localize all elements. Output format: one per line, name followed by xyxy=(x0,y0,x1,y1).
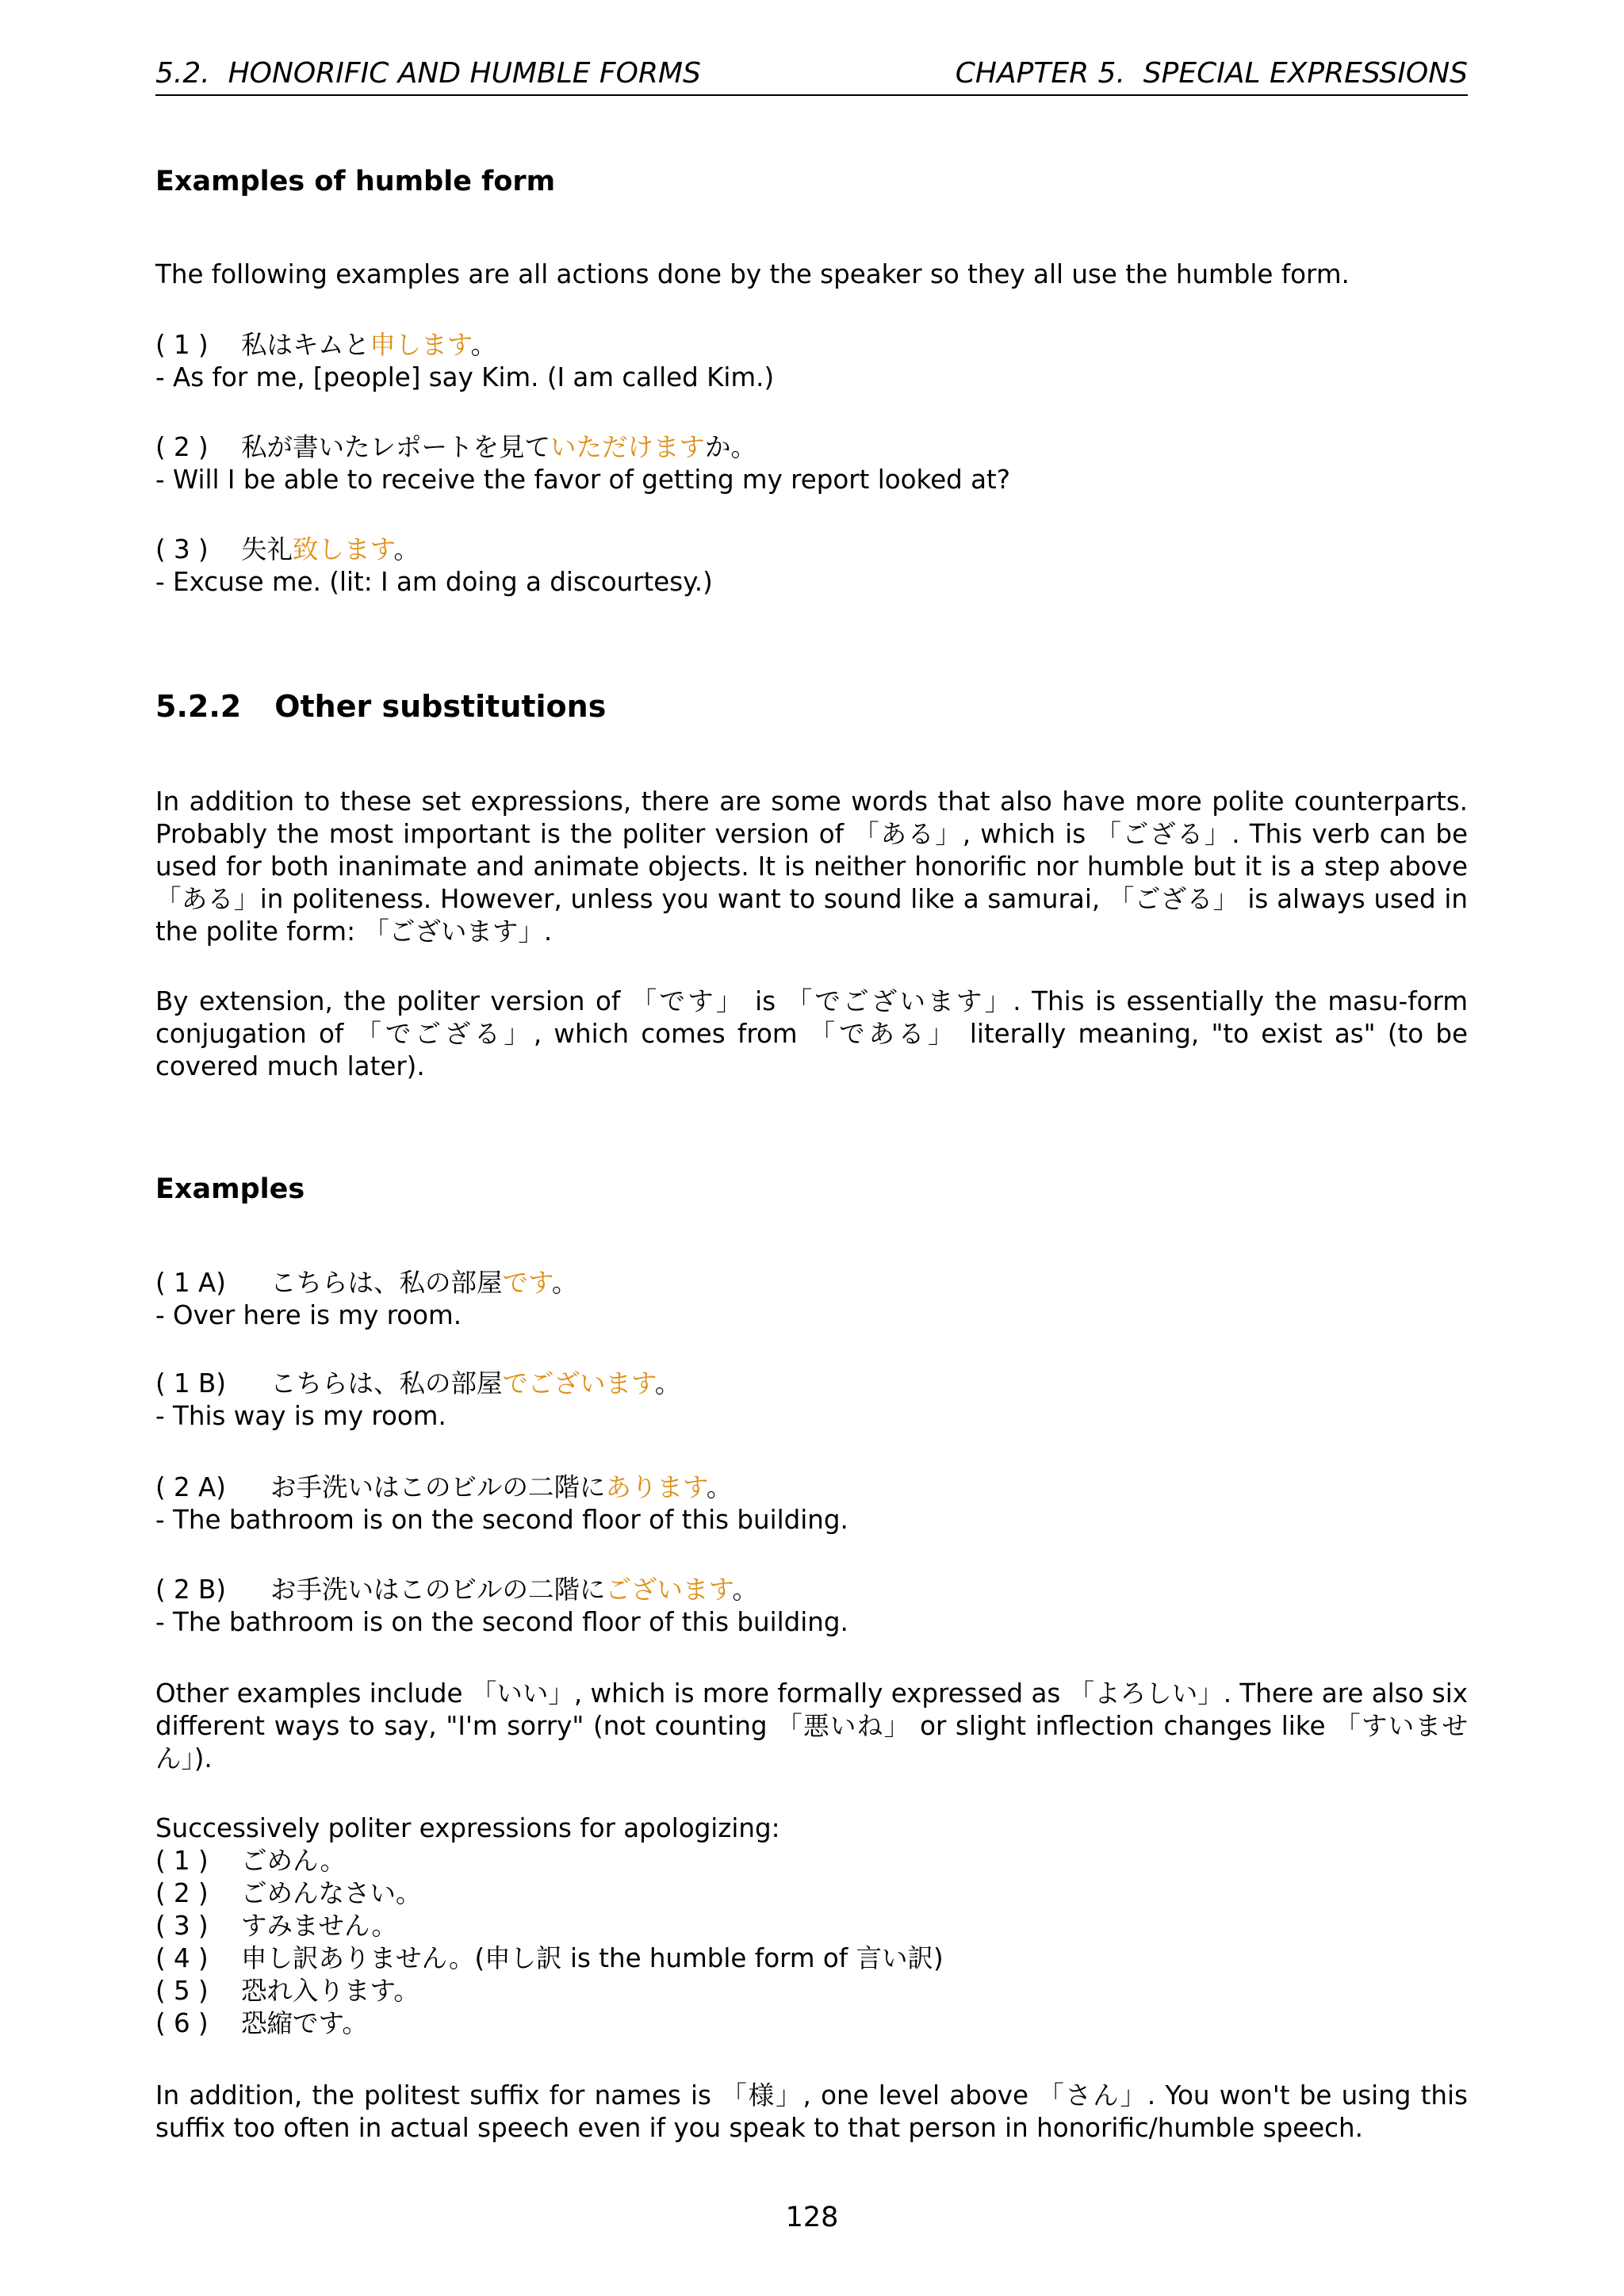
header-section-title: 5.2. HONORIFIC AND HUMBLE FORMS xyxy=(155,57,701,90)
japanese-lead: こちらは、私の部屋 xyxy=(270,1368,503,1399)
list-item-text: すみません。 xyxy=(241,1911,397,1941)
example-number: ( 2 A) xyxy=(155,1472,226,1502)
apology-list xyxy=(155,1812,1468,2040)
example-1b xyxy=(155,1368,1468,1433)
japanese-lead: こちらは、私の部屋 xyxy=(270,1268,503,1298)
list-item-number: ( 4 ) xyxy=(155,1943,209,1973)
section-heading xyxy=(155,687,1468,726)
english-translation: - As for me, [people] say Kim. (I am called Kim.) xyxy=(155,362,775,392)
humble-example-3 xyxy=(155,534,1468,599)
humble-example-1 xyxy=(155,329,1468,394)
header-rule xyxy=(155,94,1468,96)
list-item-number: ( 2 ) xyxy=(155,1878,209,1908)
japanese-lead: 私はキムと xyxy=(241,330,370,360)
highlighted-phrase: ございます xyxy=(605,1575,733,1605)
example-japanese-line xyxy=(155,329,1468,362)
list-item-number: ( 3 ) xyxy=(155,1911,209,1941)
example-japanese-line xyxy=(155,431,1468,464)
body-paragraph: In addition to these set expressions, there are some words that also have more polite counterparts. Probably the most important is the politer version of 「ある」, which is 「ござる」. This verb can be used for both inanimate and animate objects. It is neither honorific nor humble but it is a step above「ある」in politeness. However, unless you want to sound like a samurai, 「ござる」 is always used in the polite form: 「ございます」. xyxy=(155,786,1468,947)
list-item xyxy=(155,2007,1468,2040)
english-translation: - The bathroom is on the second floor of this building. xyxy=(155,1505,848,1535)
highlighted-phrase: いただけます xyxy=(550,432,706,462)
japanese-tail: 。 xyxy=(470,330,497,360)
example-number: ( 2 ) xyxy=(155,432,209,462)
english-translation: - The bathroom is on the second floor of this building. xyxy=(155,1607,848,1637)
highlighted-phrase: あります xyxy=(605,1472,707,1502)
example-japanese-line xyxy=(155,1471,1468,1504)
example-number: ( 3 ) xyxy=(155,534,209,564)
highlighted-phrase: でございます xyxy=(502,1368,655,1399)
japanese-tail: 。 xyxy=(551,1268,578,1298)
list-item-number: ( 5 ) xyxy=(155,1976,209,2006)
list-item xyxy=(155,1975,1468,2007)
list-item-text: 申し訳ありません。(申し訳 is the humble form of 言い訳) xyxy=(241,1943,944,1973)
example-japanese-line xyxy=(155,1267,1468,1299)
japanese-lead: 失礼 xyxy=(241,534,293,564)
examples-heading: Examples xyxy=(155,1173,305,1205)
list-item-number: ( 1 ) xyxy=(155,1846,209,1876)
japanese-tail: 。 xyxy=(706,1472,733,1502)
english-translation: - Excuse me. (lit: I am doing a discourtesy.) xyxy=(155,567,713,597)
body-paragraph: Other examples include 「いい」, which is more formally expressed as 「よろしい」. There are also six different ways to say, "I'm sorry" (not counting 「悪いね」 or slight inflection changes like 「すいません」). xyxy=(155,1678,1468,1774)
example-japanese-line xyxy=(155,534,1468,566)
list-item xyxy=(155,1910,1468,1942)
list-item-text: ごめん。 xyxy=(241,1846,346,1876)
humble-examples-heading: Examples of humble form xyxy=(155,166,556,197)
english-translation: - This way is my room. xyxy=(155,1401,446,1431)
japanese-tail: か。 xyxy=(705,432,757,462)
example-number: ( 2 B) xyxy=(155,1575,226,1605)
highlighted-phrase: 申します xyxy=(370,330,471,360)
japanese-lead: お手洗いはこのビルの二階に xyxy=(270,1472,606,1502)
highlighted-phrase: です xyxy=(502,1268,552,1298)
example-2a xyxy=(155,1471,1468,1536)
example-1a xyxy=(155,1267,1468,1332)
japanese-tail: 。 xyxy=(732,1575,758,1605)
apology-list-intro: Successively politer expressions for apologizing: xyxy=(155,1813,780,1843)
japanese-lead: お手洗いはこのビルの二階に xyxy=(270,1575,606,1605)
body-paragraph: In addition, the politest suffix for names is 「様」, one level above 「さん」. You won't be using this suffix too often in actual speech even if you speak to that person in honorific/humble speech. xyxy=(155,2080,1468,2143)
example-number: ( 1 ) xyxy=(155,330,209,360)
list-item xyxy=(155,1877,1468,1910)
section-number: 5.2.2 xyxy=(155,689,242,724)
section-title: Other substitutions xyxy=(274,689,607,724)
humble-examples-intro: The following examples are all actions done by the speaker so they all use the humble form. xyxy=(155,259,1350,289)
example-japanese-line xyxy=(155,1574,1468,1606)
list-item xyxy=(155,1845,1468,1877)
list-item-text: ごめんなさい。 xyxy=(241,1878,422,1908)
list-item-text: 恐れ入ります。 xyxy=(241,1976,419,2006)
body-paragraph: By extension, the politer version of 「です」 is 「でございます」. This is essentially the masu-form conjugation of 「でござる」, which comes from 「である」 literally meaning, "to exist as" (to be covered much later). xyxy=(155,986,1468,1081)
header-chapter-title: CHAPTER 5. SPECIAL EXPRESSIONS xyxy=(955,57,1468,90)
japanese-tail: 。 xyxy=(393,534,419,564)
example-number: ( 1 A) xyxy=(155,1268,226,1298)
list-item-text: 恐縮です。 xyxy=(241,2008,368,2038)
japanese-tail: 。 xyxy=(654,1368,681,1399)
humble-example-2 xyxy=(155,431,1468,496)
highlighted-phrase: 致します xyxy=(293,534,394,564)
page-number: 128 xyxy=(785,2202,839,2233)
example-number: ( 1 B) xyxy=(155,1368,226,1399)
list-item xyxy=(155,1942,1468,1975)
japanese-lead: 私が書いたレポートを見て xyxy=(241,432,551,462)
example-japanese-line xyxy=(155,1368,1468,1400)
list-item-number: ( 6 ) xyxy=(155,2008,209,2038)
english-translation: - Will I be able to receive the favor of getting my report looked at? xyxy=(155,465,1011,495)
english-translation: - Over here is my room. xyxy=(155,1300,462,1330)
running-header xyxy=(155,57,1468,90)
example-2b xyxy=(155,1574,1468,1639)
